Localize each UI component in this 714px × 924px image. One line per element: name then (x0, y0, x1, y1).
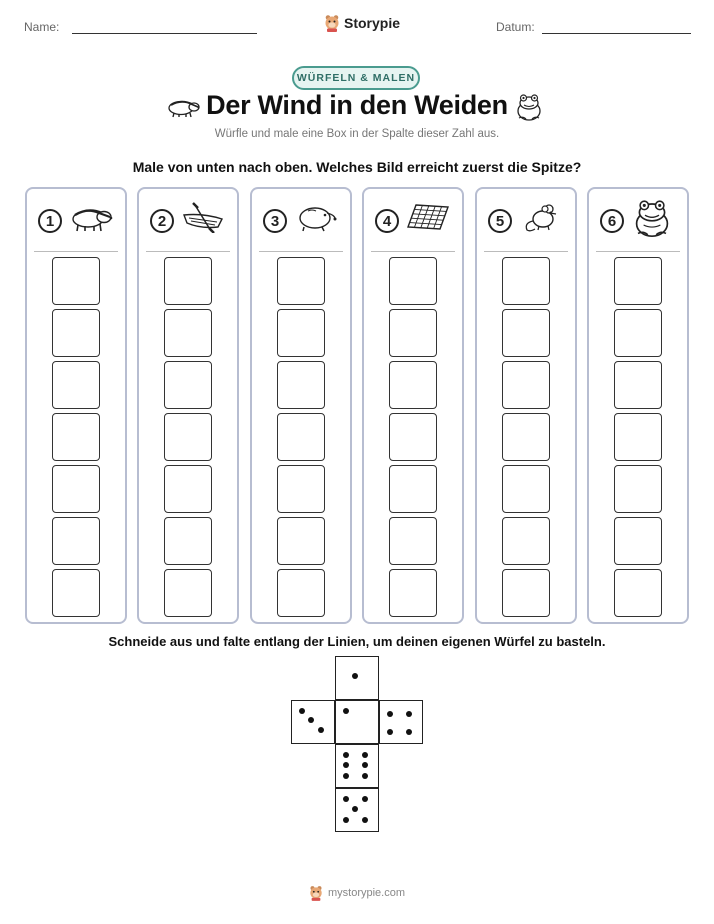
pip (343, 752, 349, 758)
column-divider (484, 251, 568, 252)
color-box[interactable] (52, 465, 100, 513)
mouse-icon (519, 201, 563, 233)
name-label: Name: (24, 20, 60, 34)
brand-name: Storypie (344, 15, 401, 31)
die-face-4 (379, 700, 423, 744)
die-face-1-center (335, 700, 379, 744)
die-face-6 (335, 744, 379, 788)
column-number: 3 (263, 209, 287, 233)
color-box[interactable] (277, 257, 325, 305)
color-box[interactable] (614, 309, 662, 357)
pip (343, 708, 349, 714)
color-box[interactable] (389, 257, 437, 305)
color-box[interactable] (614, 569, 662, 617)
name-line (72, 33, 257, 34)
pip (362, 752, 368, 758)
color-box[interactable] (614, 465, 662, 513)
color-box[interactable] (164, 413, 212, 461)
pip (352, 673, 358, 679)
date-line (542, 33, 691, 34)
instruction-heading: Male von unten nach oben. Welches Bild erreicht zuerst die Spitze? (132, 159, 582, 175)
color-box[interactable] (52, 413, 100, 461)
pip (406, 711, 412, 717)
brand-logo (324, 14, 400, 32)
color-box[interactable] (52, 309, 100, 357)
color-box[interactable] (614, 361, 662, 409)
storypie-mascot-icon (309, 885, 323, 901)
color-box[interactable] (52, 569, 100, 617)
die-face-1 (335, 656, 379, 700)
date-label: Datum: (496, 20, 535, 34)
pip (352, 806, 358, 812)
die-face-5 (335, 788, 379, 832)
grid-mat-icon (406, 201, 450, 233)
column-divider (259, 251, 343, 252)
column-number: 4 (375, 209, 399, 233)
column-1 (25, 187, 127, 624)
column-number: 6 (600, 209, 624, 233)
color-box[interactable] (389, 309, 437, 357)
column-divider (596, 251, 680, 252)
color-box[interactable] (389, 517, 437, 565)
color-box[interactable] (277, 569, 325, 617)
color-box[interactable] (614, 257, 662, 305)
pip (362, 817, 368, 823)
column-4 (362, 187, 464, 624)
column-number: 5 (488, 209, 512, 233)
mole-icon (294, 201, 338, 233)
page-title: Der Wind in den Weiden (206, 90, 508, 120)
color-box[interactable] (502, 257, 550, 305)
color-box[interactable] (389, 465, 437, 513)
pip (387, 711, 393, 717)
color-box[interactable] (277, 413, 325, 461)
color-box[interactable] (164, 309, 212, 357)
storypie-mascot-icon (324, 14, 340, 32)
category-badge: WÜRFELN & MALEN (292, 66, 420, 90)
color-box[interactable] (164, 517, 212, 565)
column-divider (146, 251, 230, 252)
column-number: 2 (150, 209, 174, 233)
cut-instruction: Schneide aus und falte entlang der Linien, um deinen eigenen Würfel zu basteln. (108, 634, 606, 649)
color-box[interactable] (502, 465, 550, 513)
column-divider (371, 251, 455, 252)
pip (299, 708, 305, 714)
column-3 (250, 187, 352, 624)
color-box[interactable] (389, 361, 437, 409)
pip (343, 773, 349, 779)
color-box[interactable] (164, 361, 212, 409)
pip (362, 796, 368, 802)
pip (362, 773, 368, 779)
color-box[interactable] (502, 517, 550, 565)
color-box[interactable] (614, 413, 662, 461)
badger-icon (69, 201, 113, 233)
color-box[interactable] (164, 465, 212, 513)
footer (0, 885, 714, 901)
pip (343, 762, 349, 768)
pip (406, 729, 412, 735)
column-5 (475, 187, 577, 624)
pip (362, 762, 368, 768)
rowboat-icon (181, 201, 225, 233)
color-box[interactable] (389, 569, 437, 617)
column-number: 1 (38, 209, 62, 233)
color-box[interactable] (277, 309, 325, 357)
color-box[interactable] (502, 413, 550, 461)
toad-icon (631, 197, 673, 239)
toad-title-icon (514, 92, 544, 122)
subtitle: Würfle und male eine Box in der Spalte dieser Zahl aus. (214, 128, 500, 140)
footer-url: mystorypie.com (327, 887, 406, 899)
color-box[interactable] (502, 361, 550, 409)
color-box[interactable] (164, 569, 212, 617)
pip (308, 717, 314, 723)
color-box[interactable] (164, 257, 212, 305)
pip (343, 796, 349, 802)
die-face-3 (291, 700, 335, 744)
color-box[interactable] (277, 465, 325, 513)
color-box[interactable] (614, 517, 662, 565)
color-box[interactable] (389, 413, 437, 461)
color-box[interactable] (277, 361, 325, 409)
pip (343, 817, 349, 823)
color-box[interactable] (502, 569, 550, 617)
pip (387, 729, 393, 735)
color-box[interactable] (52, 361, 100, 409)
column-6 (587, 187, 689, 624)
column-2 (137, 187, 239, 624)
color-box[interactable] (52, 517, 100, 565)
column-divider (34, 251, 118, 252)
pip (318, 727, 324, 733)
color-box[interactable] (277, 517, 325, 565)
color-box[interactable] (52, 257, 100, 305)
color-box[interactable] (502, 309, 550, 357)
